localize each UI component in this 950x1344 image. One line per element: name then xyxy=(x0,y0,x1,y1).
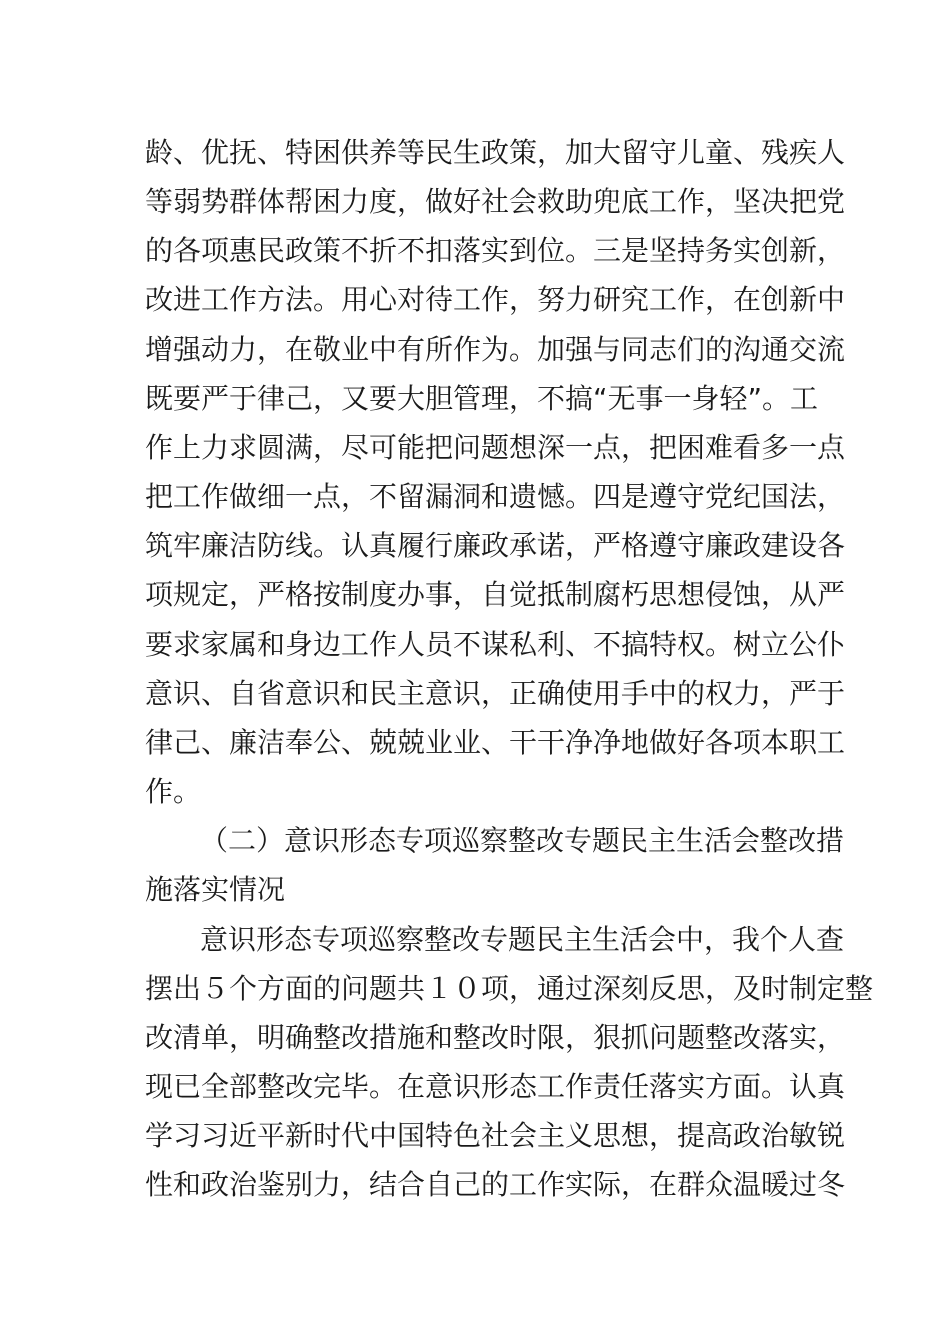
text-line: 现已全部整改完毕。在意识形态工作责任落实方面。认真 xyxy=(145,1070,846,1103)
text-line: 既要严于律己，又要大胆管理，不搞“无事一身轻”。工 xyxy=(145,382,819,415)
text-line: 龄、优抚、特困供养等民生政策，加大留守儿童、残疾人 xyxy=(145,136,846,169)
text-line: 把工作做细一点，不留漏洞和遗憾。四是遵守党纪国法， xyxy=(145,480,846,513)
text-line: 性和政治鉴别力，结合自己的工作实际，在群众温暖过冬 xyxy=(145,1168,846,1201)
text-line: 改进工作方法。用心对待工作，努力研究工作，在创新中 xyxy=(145,283,846,316)
text-line: 的各项惠民政策不折不扣落实到位。三是坚持务实创新， xyxy=(145,234,846,267)
section-heading-continuation: 施落实情况 xyxy=(145,873,286,906)
text-line: 增强动力，在敬业中有所作为。加强与同志们的沟通交流 xyxy=(145,333,846,366)
text-line: 学习习近平新时代中国特色社会主义思想，提高政治敏锐 xyxy=(145,1119,846,1152)
text-line: 摆出５个方面的问题共１０项，通过深刻反思，及时制定整 xyxy=(145,972,874,1005)
text-line: 作上力求圆满，尽可能把问题想深一点，把困难看多一点 xyxy=(145,431,846,464)
text-line: 项规定，严格按制度办事，自觉抵制腐朽思想侵蚀，从严 xyxy=(145,578,846,611)
text-line: 改清单，明确整改措施和整改时限，狠抓问题整改落实， xyxy=(145,1021,846,1054)
text-line: 律己、廉洁奉公、兢兢业业、干干净净地做好各项本职工 xyxy=(145,726,846,759)
text-line: 意识形态专项巡察整改专题民主生活会中，我个人查 xyxy=(200,923,845,956)
text-line: 等弱势群体帮困力度，做好社会救助兜底工作，坚决把党 xyxy=(145,185,846,218)
text-line: 意识、自省意识和民主意识，正确使用手中的权力，严于 xyxy=(145,677,846,710)
text-line: 要求家属和身边工作人员不谋私利、不搞特权。树立公仆 xyxy=(145,628,846,661)
text-line: 筑牢廉洁防线。认真履行廉政承诺，严格遵守廉政建设各 xyxy=(145,529,846,562)
section-heading: （二）意识形态专项巡察整改专题民主生活会整改措 xyxy=(200,824,845,857)
text-line: 作。 xyxy=(145,775,202,808)
